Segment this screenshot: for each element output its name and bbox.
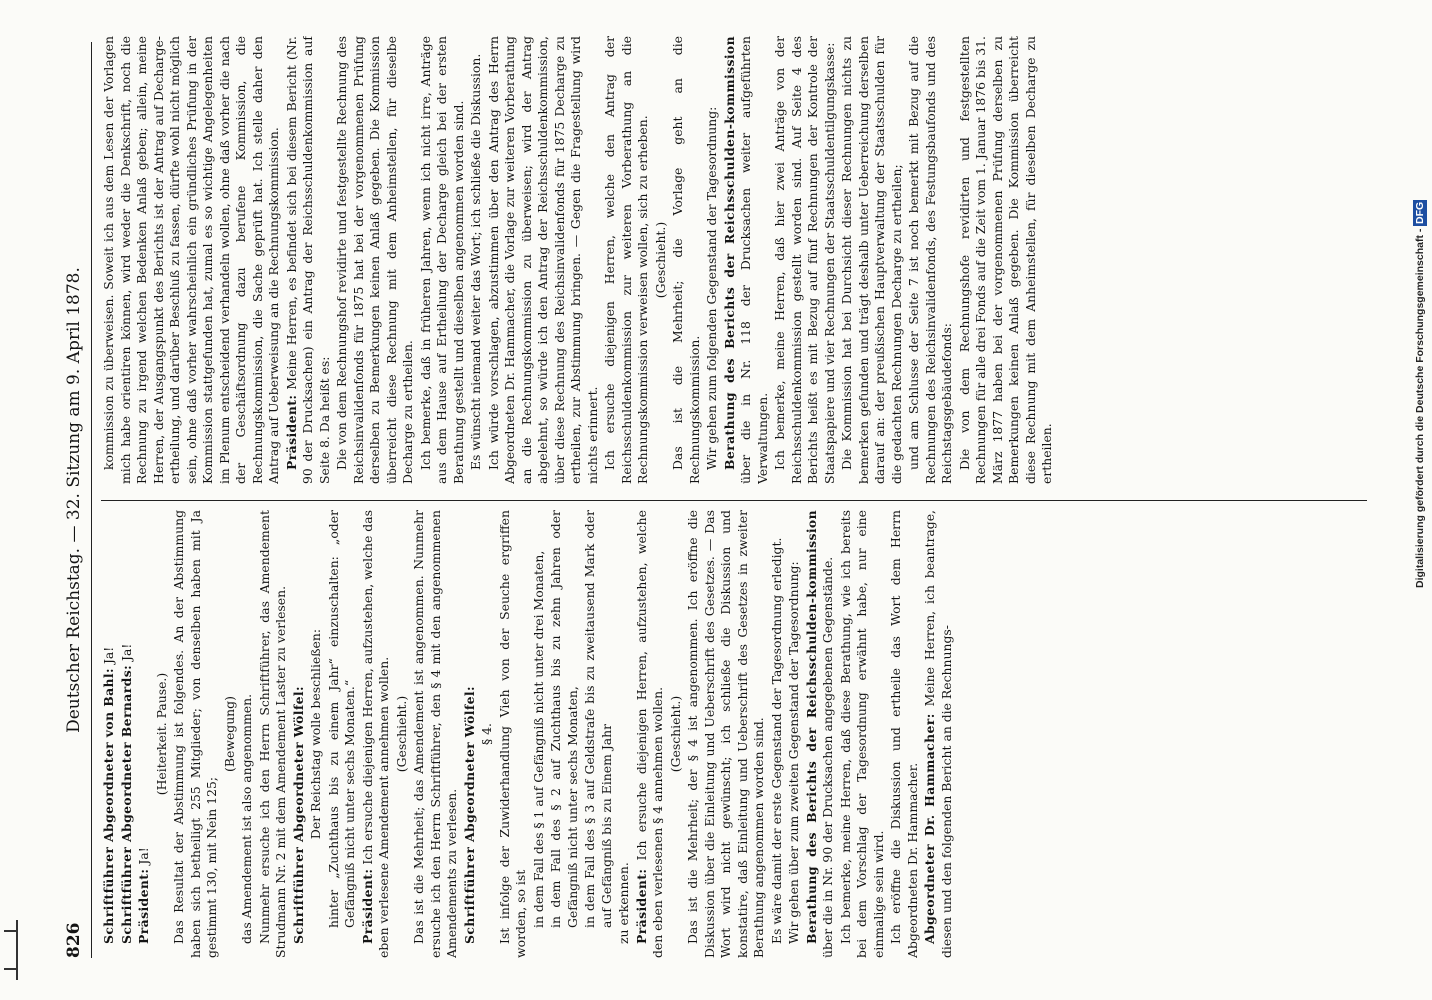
paragraph: Berathung des Berichts der Reichsschulden-kommission über die in Nr. 90 der Drucksachen angegebenen Gegenstände. — [803, 510, 835, 958]
speaker-label: Schriftführer Abgeordneter Wölfel: — [461, 686, 477, 944]
paragraph: Schriftführer Abgeordneter Bernards: Ja! — [118, 643, 134, 944]
paragraph: Nunmehr ersuche ich den Herrn Schriftführer, das Amendement Strudmann Nr. 2 mit dem Amendement Laster zu verlesen. — [256, 510, 288, 958]
paragraph: Ist infolge der Zuwiderhandlung Vieh von der Seuche ergriffen worden, so ist — [496, 510, 528, 958]
paragraph: Präsident: Ja! — [136, 847, 151, 944]
paragraph: Ich bemerke, meine Herren, daß hier zwei Anträge von der Reichsschuldenkommission gestellt worden sind. Auf Seite 4 des Berichts heißt es mit Bezug auf fünf Rechnungen der Kontrole der Staatspapiere und vier Rechnungen der Staatsschuldentilgungskasse: — [772, 36, 837, 484]
paragraph: Präsident: Ich ersuche diejenigen Herren, aufzustehen, welche den eben verlesenen § 4 annehmen wollen. — [633, 510, 665, 958]
page-number: 826 — [64, 922, 84, 958]
paragraph: Das ist die Mehrheit; der § 4 ist angenommen. Ich eröffne die Diskussion über die Einleitung und Ueberschrift des Gesetzes. — Das Wort wird nicht gewünscht; ich schließe die Diskussion und konstatire, daß Einleitung und Ueberschrift des Gesetzes in zweiter Berathung angenommen worden sind. — [685, 510, 766, 958]
speaker-label: Berathung des Berichts der Reichsschulden-kommission — [721, 36, 737, 470]
speaker-label: Schriftführer Abgeordneter von Bahl: — [101, 668, 116, 944]
paragraph: Das ist die Mehrheit; die Vorlage geht an die Rechnungskommission. — [670, 36, 702, 484]
speaker-label: Präsident: — [283, 394, 299, 470]
dfg-credit-text: Digitalisierung gefördert durch die Deutsche Forschungsgemeinschaft - — [1414, 228, 1426, 588]
dfg-funding-credit — [1414, 8, 1429, 588]
paragraph: in dem Fall des § 1 auf Gefängniß nicht unter drei Monaten, — [530, 550, 546, 928]
paragraph: (Heiterkeit. Pause.) — [153, 672, 169, 796]
paragraph: Die von dem Rechnungshofe revidirten und festgestellten Rechnungen für alle drei Fonds auf die Zeit vom 1. Januar 1876 bis 31. März 1877 haben bei der vorgenommenen Prüfung derselben zu Bemerkungen keinen Anlaß gegeben. Die Kommission überreicht diese Rechnung mit dem Anheimstellen, für dieselben Decharge zu ertheilen. — [956, 36, 1054, 484]
paragraph: Ich eröffne die Diskussion und ertheile das Wort dem Herrn Abgeordneten Dr. Hammacher. — [888, 510, 920, 958]
paragraph: Es wünscht niemand weiter das Wort; ich schließe die Diskussion. — [468, 53, 483, 470]
speaker-label: Schriftführer Abgeordneter Bernards: — [118, 664, 134, 944]
paragraph: (Geschieht.) — [393, 695, 409, 773]
paragraph: und am Schlusse der Seite 7 ist noch bemerkt mit Bezug auf die Rechnungen des Reichsinvalidenfonds, des Festungsbaufonds und des Reichstagsgebäudefonds: — [906, 36, 954, 484]
paragraph: Ich ersuche diejenigen Herren, welche den Antrag der Reichsschuldenkommission zur weiteren Vorberathung an die Rechnungskommission verweisen wollen, sich zu erheben. — [602, 36, 650, 484]
paragraph: Schriftführer Abgeordneter von Bahl: Ja! — [101, 646, 116, 944]
speaker-label: Präsident: — [633, 868, 649, 944]
paragraph — [462, 510, 479, 958]
header-title: Deutscher Reichstag. — 32. Sitzung am 9. April 1878. — [64, 267, 84, 733]
paragraph: Berathung des Berichts der Reichsschulden-kommission über die in Nr. 118 der Drucksachen weiter aufgeführten Verwaltungen. — [721, 36, 770, 484]
right-text-column — [101, 36, 1371, 484]
speaker-label: Präsident: — [136, 868, 151, 944]
paragraph: Das Resultat der Abstimmung ist folgendes. An der Abstimmung haben sich betheiligt 255 Mitglieder; von denselben haben mit Ja gestimmt 130, mit Nein 125; — [171, 510, 219, 958]
margin-bar-mark — [16, 920, 18, 980]
paragraph: Wir gehen über zum zweiten Gegenstand der Tagesordnung: — [786, 561, 801, 944]
paragraph: hinter „Zuchthaus bis zu einem Jahr“ einzuschalten: „oder Gefängniß nicht unter sechs Monaten.“ — [325, 510, 357, 928]
speaker-label: Abgeordneter Dr. Hammacher: — [922, 713, 937, 944]
rotated-document-page — [51, 20, 1381, 980]
paragraph: (Geschieht.) — [652, 221, 668, 299]
speaker-label: Berathung des Berichts der Reichsschulden-kommission — [803, 510, 819, 944]
paragraph: Der Reichstag wolle beschließen: — [308, 628, 323, 840]
paragraph: Ich bemerke, meine Herren, daß diese Berathung, wie ich bereits bei dem Vorschlag der Tagesordnung erwähnt habe, nur eine einmalige sein wird. — [837, 510, 886, 958]
speaker-label: Schriftführer Abgeordneter Wölfel: — [290, 686, 306, 944]
paragraph: Die von dem Rechnungshof revidirte und festgestellte Rechnung des Reichsinvalidenfonds für 1875 hat bei der vorgenommenen Prüfung derselben zu Bemerkungen keinen Anlaß gegeben. Die Kommission überreicht diese Rechnung mit dem Anheimstellen, für dieselbe Decharge zu ertheilen. — [334, 36, 415, 484]
paragraph: in dem Fall des § 3 auf Geldstrafe bis zu zweitausend Mark oder auf Gefängniß bis zu Einem Jahr — [582, 510, 614, 928]
paragraph: zu erkennen. — [616, 862, 631, 944]
paragraph: das Amendement ist also angenommen. — [239, 693, 254, 944]
dfg-logo-badge: DFG — [1414, 201, 1426, 224]
column-divider — [101, 500, 1367, 501]
paragraph: (Bewegung) — [221, 696, 237, 772]
paragraph: Präsident: Ich ersuche diejenigen Herren, aufzustehen, welche das eben verlesene Amendement annehmen wollen. — [359, 510, 391, 958]
paragraph: Die Kommission hat bei Durchsicht dieser Rechnungen nichts zu bemerken gefunden und trägt deshalb unter Ueberreichung derselben darauf an: der preußischen Hauptverwaltung der Staatsschulden für die gedachten Rechnungen Decharge zu ertheilen; — [839, 36, 904, 484]
running-header — [57, 42, 92, 958]
paragraph: Ich bemerke, daß in früheren Jahren, wenn ich nicht irre, Anträge aus dem Hause auf Ertheilung der Decharge gleich bei der ersten Berathung gestellt und dieselben angenommen worden sind. — [417, 36, 466, 484]
paragraph: (Geschieht.) — [667, 695, 683, 773]
left-text-column — [101, 510, 1371, 958]
speaker-label: Präsident: — [359, 868, 375, 944]
paragraph: § 4. — [479, 723, 494, 745]
paragraph: Das ist die Mehrheit; das Amendement ist angenommen. Nunmehr ersuche ich den Herrn Schriftführer, den § 4 mit den angenommenen Amendements zu verlesen. — [411, 510, 459, 958]
paragraph: Ich würde vorschlagen, abzustimmen über den Antrag des Herrn Abgeordneten Dr. Hammacher, die Vorlage zur weiteren Vorberathung an die Rechnungskommission zu überweisen; wird der Antrag abgelehnt, so würde ich den Antrag der Reichsschuldenkommission, über diese Rechnung des Reichsinvalidenfonds für 1875 Decharge zu ertheilen, zur Abstimmung bringen. — Gegen die Fragestellung wird nichts erinnert. — [485, 36, 600, 484]
paragraph — [291, 510, 308, 958]
paragraph: Es wäre damit der erste Gegenstand der Tagesordnung erledigt. — [768, 537, 784, 944]
paragraph: kommission zu überweisen. Soweit ich aus dem Lesen der Vorlagen mich habe orientiren können, wird weder die Denkschrift, noch die Rechnung zu irgend welchen Bedenken Anlaß geben; allein, meine Herren, der Ausgangspunkt des Berichts ist der Antrag auf Decharge-ertheilung, und darüber Beschluß zu fassen, dürfte wohl nicht möglich sein, ohne daß vorher wahrscheinlich ein gründliches Prüfung in der Kommission stattgefunden hat, zumal es so wichtige Angelegenheiten im Plenum entscheidend verhandeln wollen, ohne daß vorher die nach der Geschäftsordnung dazu berufene Kommission, die Rechnungskommission, die Sache geprüft hat. Ich stelle daher den Antrag auf Ueberweisung an die Rechnungskommission. — [101, 36, 281, 484]
paragraph: Abgeordneter Dr. Hammacher: Meine Herren, ich beantrage, diesen und den folgenden Bericht an die Rechnungs- — [922, 510, 954, 958]
paragraph: Wir gehen zum folgenden Gegenstand der Tagesordnung: — [704, 106, 719, 470]
paragraph: in dem Fall des § 2 auf Zuchthaus bis zu zehn Jahren oder Gefängniß nicht unter sechs Monaten, — [548, 510, 580, 928]
paragraph: Präsident: Meine Herren, es befindet sich bei diesem Bericht (Nr. 90 der Drucksachen) ein Antrag der Reichsschuldenkommission auf Seite 8. Da heißt es: — [283, 36, 332, 484]
